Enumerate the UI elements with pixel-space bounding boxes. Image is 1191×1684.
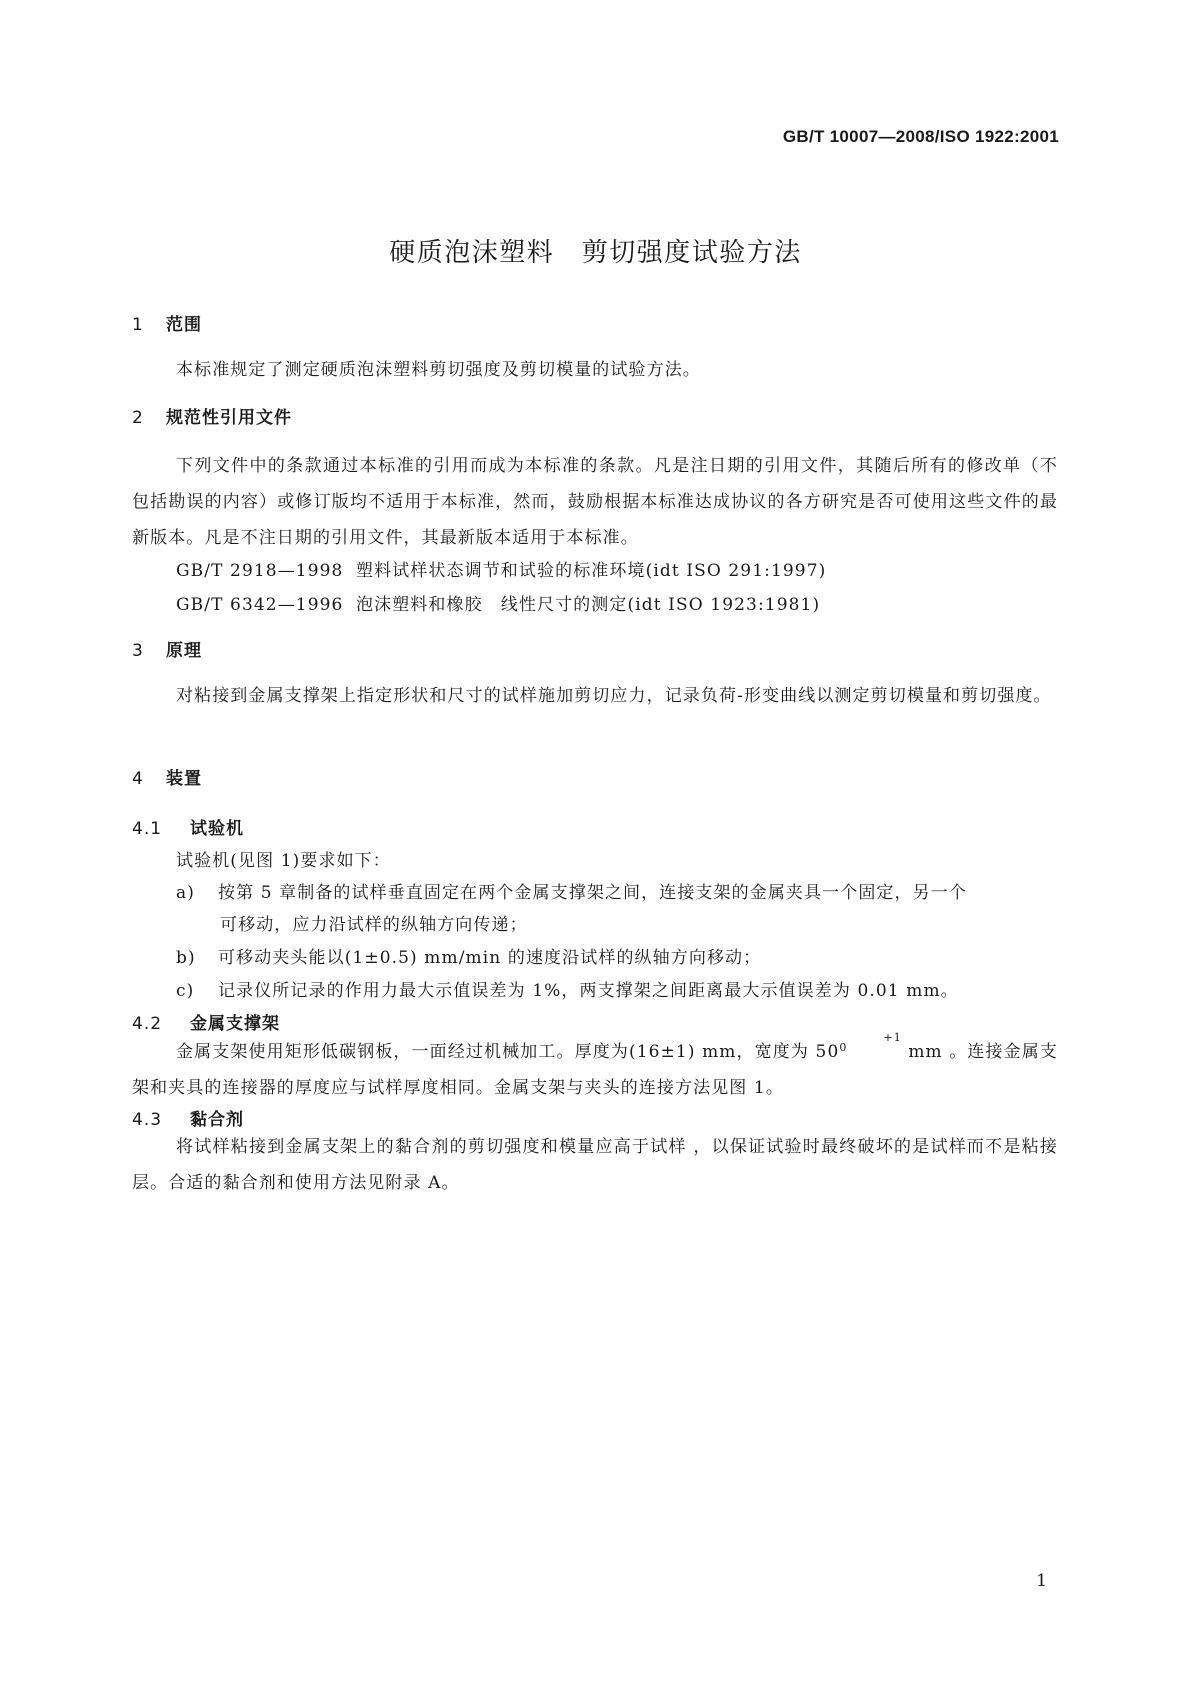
section-title: 装置 xyxy=(166,769,202,789)
tolerance-superscript xyxy=(839,1033,901,1053)
section-number: 4 xyxy=(132,769,144,789)
list-item-label: a) xyxy=(176,883,195,903)
reference-code: GB/T 2918—1998 xyxy=(176,561,344,581)
reference-title: 泡沫塑料和橡胶 线性尺寸的测定(idt ISO 1923:1981) xyxy=(356,595,821,615)
subsection-4-3-paragraph: 将试样粘接到金属支架上的黏合剂的剪切强度和模量应高于试样 ，以保证试验时最终破坏的是试样而不是粘接层。合适的黏合剂和使用方法见附录 A。 xyxy=(132,1137,1058,1193)
subsection-number: 4.1 xyxy=(132,819,163,839)
list-item-label: c) xyxy=(176,981,195,1001)
section-title: 规范性引用文件 xyxy=(166,408,292,428)
normative-reference xyxy=(176,590,820,615)
section-number: 1 xyxy=(132,315,144,335)
subsection-4-1-heading xyxy=(132,814,244,839)
section-title: 原理 xyxy=(166,641,202,661)
section-4-heading xyxy=(132,764,202,789)
subsection-number: 4.3 xyxy=(132,1110,163,1130)
list-item-text: 可移动夹头能以(1±0.5) mm/min 的速度沿试样的纵轴方向移动； xyxy=(218,948,762,968)
section-3-paragraph: 对粘接到金属支撑架上指定形状和尺寸的试样施加剪切应力，记录负荷-形变曲线以测定剪切模量和剪切强度。 xyxy=(176,686,1052,706)
subsection-4-2-heading xyxy=(132,1009,280,1034)
section-number: 2 xyxy=(132,408,144,428)
reference-code: GB/T 6342—1996 xyxy=(176,595,344,615)
paragraph-text: mm 。连接金属支架和夹具的连接器的厚度应与试样厚度相同。金属支架与夹头的连接方法见图 1。 xyxy=(132,1042,1058,1098)
tolerance-upper: +1 xyxy=(883,1031,902,1044)
section-2-paragraph: 下列文件中的条款通过本标准的引用而成为本标准的条款。凡是注日期的引用文件，其随后所有的修改单（不包括勘误的内容）或修订版均不适用于本标准，然而，鼓励根据本标准达成协议的各方研究是否可使用这些文件的最新版本。凡是不注日期的引用文件，其最新版本适用于本标准。 xyxy=(132,456,1058,548)
section-2-heading xyxy=(132,403,292,428)
section-number: 3 xyxy=(132,641,144,661)
page-number: 1 xyxy=(1036,1571,1047,1591)
subsection-4-2-paragraph xyxy=(132,1033,1058,1106)
list-item xyxy=(176,943,761,968)
subsection-number: 4.2 xyxy=(132,1014,163,1034)
reference-title: 塑料试样状态调节和试验的标准环境(idt ISO 291:1997) xyxy=(356,561,827,581)
section-1-heading xyxy=(132,310,202,335)
subsection-4-3-heading xyxy=(132,1105,244,1130)
list-item xyxy=(176,976,959,1001)
section-1-paragraph: 本标准规定了测定硬质泡沫塑料剪切强度及剪切模量的试验方法。 xyxy=(176,360,701,380)
section-title: 范围 xyxy=(166,315,202,335)
list-item-text: 按第 5 章制备的试样垂直固定在两个金属支撑架之间，连接支架的金属夹具一个固定，另一个 xyxy=(218,883,967,903)
subsection-title: 试验机 xyxy=(190,819,244,839)
list-item-continuation: 可移动，应力沿试样的纵轴方向传递； xyxy=(220,915,528,935)
list-item-label: b) xyxy=(176,948,196,968)
paragraph-text: 金属支架使用矩形低碳钢板，一面经过机械加工。厚度为(16±1) mm，宽度为 50 xyxy=(176,1042,840,1062)
document-title: 硬质泡沫塑料 剪切强度试验方法 xyxy=(389,238,802,268)
normative-reference xyxy=(176,556,826,581)
standard-code: GB/T 10007—2008/ISO 1922:2001 xyxy=(782,127,1059,146)
tolerance-lower: 0 xyxy=(839,1041,848,1054)
subsection-title: 金属支撑架 xyxy=(190,1014,280,1034)
subsection-title: 黏合剂 xyxy=(190,1110,244,1130)
section-3-heading xyxy=(132,636,202,661)
subsection-4-1-intro: 试验机(见图 1)要求如下： xyxy=(176,851,391,871)
list-item-text: 记录仪所记录的作用力最大示值误差为 1%，两支撑架之间距离最大示值误差为 0.01 mm。 xyxy=(218,981,959,1001)
list-item xyxy=(176,878,967,903)
